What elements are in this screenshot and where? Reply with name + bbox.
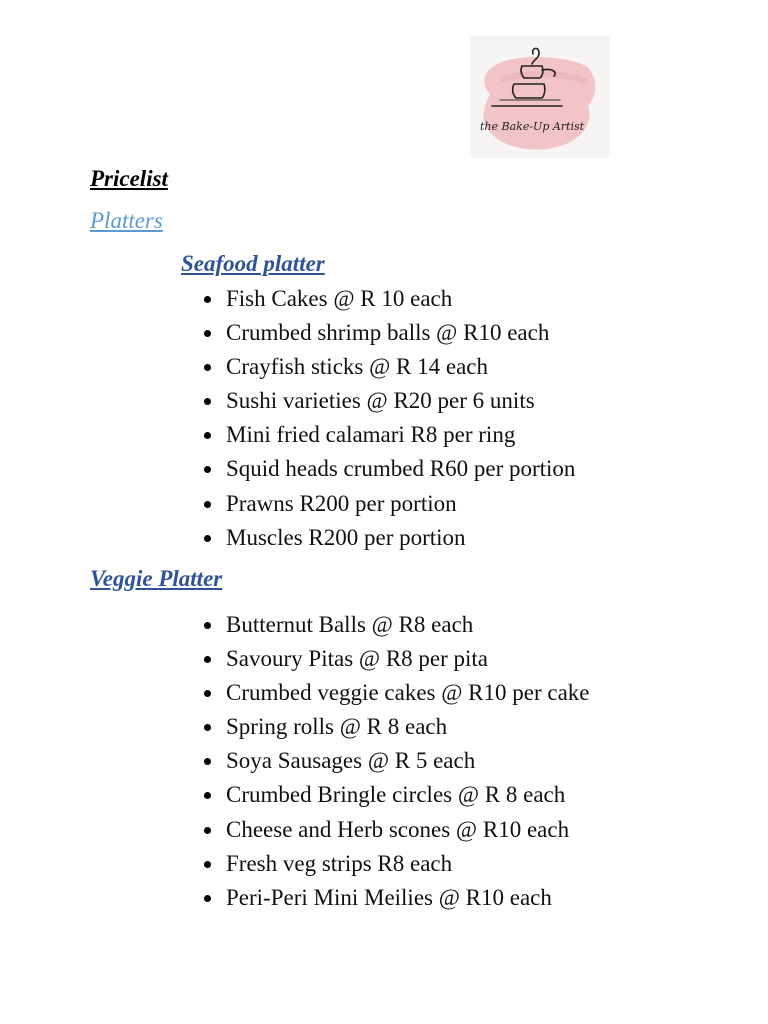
list-item: Crumbed veggie cakes @ R10 per cake (226, 676, 590, 710)
platters-heading: Platters (90, 208, 163, 233)
list-item: Fresh veg strips R8 each (226, 847, 590, 881)
bake-up-artist-logo (470, 36, 610, 158)
list-item: Peri-Peri Mini Meilies @ R10 each (226, 881, 590, 915)
list-item: Muscles R200 per portion (226, 521, 575, 555)
list-item: Savoury Pitas @ R8 per pita (226, 642, 590, 676)
veggie-items-list (226, 608, 590, 915)
list-item: Crumbed shrimp balls @ R10 each (226, 316, 575, 350)
list-item: Mini fried calamari R8 per ring (226, 418, 575, 452)
list-item: Crumbed Bringle circles @ R 8 each (226, 778, 590, 812)
pricelist-title: Pricelist (90, 166, 168, 191)
veggie-platter-heading: Veggie Platter (90, 566, 223, 591)
list-item: Crayfish sticks @ R 14 each (226, 350, 575, 384)
list-item: Fish Cakes @ R 10 each (226, 282, 575, 316)
list-item: Spring rolls @ R 8 each (226, 710, 590, 744)
list-item: Prawns R200 per portion (226, 487, 575, 521)
svg-text:the Bake-Up Artist: the Bake-Up Artist (480, 120, 585, 133)
seafood-platter-heading: Seafood platter (181, 251, 325, 276)
seafood-items-list (226, 282, 575, 555)
list-item: Squid heads crumbed R60 per portion (226, 452, 575, 486)
list-item: Sushi varieties @ R20 per 6 units (226, 384, 575, 418)
list-item: Soya Sausages @ R 5 each (226, 744, 590, 778)
list-item: Cheese and Herb scones @ R10 each (226, 813, 590, 847)
list-item: Butternut Balls @ R8 each (226, 608, 590, 642)
